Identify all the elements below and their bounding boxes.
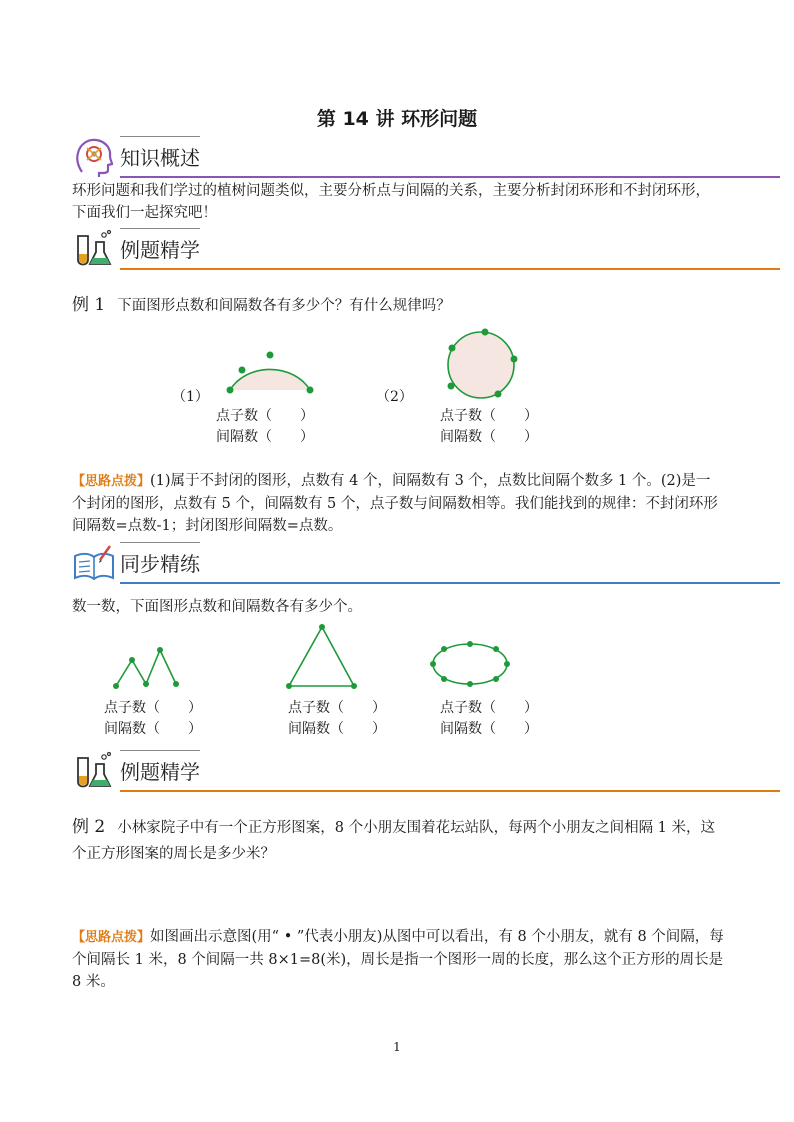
section-title-example: 例题精学 (120, 238, 200, 262)
figure-1-label: （1） (172, 389, 209, 405)
page-title: 第 14 讲 环形问题 (316, 108, 478, 130)
zigzag-points: 点子数（ ） (104, 700, 202, 716)
triangle-points: 点子数（ ） (288, 700, 386, 716)
ellipse-dot (467, 641, 473, 647)
example-1-question (72, 294, 752, 317)
section-rule (120, 176, 780, 178)
arc-dot (307, 387, 314, 394)
circle-dot (511, 356, 518, 363)
ellipse-dot (493, 676, 499, 682)
ellipse-dot (430, 661, 436, 667)
ellipse-dot (441, 646, 447, 652)
ellipse-figure (428, 638, 512, 690)
hint-text: (1)属于不封闭的图形，点数有 4 个，间隔数有 3 个，点数比间隔个数多 1 个。(2)是一个封闭的图形，点数有 5 个，间隔数有 5 个，点子数与间隔数相等。我们能找到的规律：不封闭环形间隔数=点数-1；封闭图形间隔数=点数。 (72, 473, 718, 534)
triangle-intervals: 间隔数（ ） (288, 721, 386, 737)
zigzag-dot (157, 647, 163, 653)
section-title-practice: 同步精练 (120, 552, 200, 576)
hint-text: 如图画出示意图(用“ • ”代表小朋友)从图中可以看出，有 8 个小朋友，就有 8 个间隔，每个间隔长 1 米，8 个间隔一共 8×1=8(米)，周长是指一个图形一周的长度，那么这个正方形的周长是 8 米。 (72, 929, 724, 990)
zigzag-dot (113, 683, 119, 689)
closed-circle-figure (440, 326, 524, 402)
arc-dot (267, 352, 274, 359)
triangle-shape (289, 627, 354, 686)
circle-dot (449, 345, 456, 352)
ellipse-intervals: 间隔数（ ） (440, 721, 538, 737)
section-rule (120, 268, 780, 270)
zigzag-line (116, 650, 176, 686)
figure-1-intervals: 间隔数（ ） (216, 429, 314, 445)
flask-icon (72, 750, 116, 792)
section-header-knowledge (72, 136, 780, 178)
example-1-label: 例 1 (72, 295, 106, 315)
section-header-example-2 (72, 750, 780, 792)
triangle-dot (319, 624, 325, 630)
example-2-text: 小林家院子中有一个正方形图案，8 个小朋友围着花坛站队，每两个小朋友之间相隔 1 米，这个正方形图案的周长是多少米？ (72, 820, 716, 862)
triangle-dot (351, 683, 357, 689)
ellipse-dot (504, 661, 510, 667)
zigzag-figure (110, 644, 186, 692)
circle-dot (448, 383, 455, 390)
ellipse-dot (493, 646, 499, 652)
arc-dot (239, 367, 246, 374)
section-rule (120, 582, 780, 584)
open-arc-figure (220, 346, 320, 396)
example-1-hint (72, 470, 724, 537)
section-header-example-1 (72, 228, 780, 270)
circle-dot (495, 391, 502, 398)
practice-instruction: 数一数，下面图形点数和间隔数各有多少个。 (72, 599, 362, 615)
figure-1-points: 点子数（ ） (216, 408, 314, 424)
example-2-question (72, 814, 726, 867)
zigzag-dot (143, 681, 149, 687)
figure-2-label: （2） (376, 389, 413, 405)
flask-icon (72, 228, 116, 270)
head-brain-icon (72, 136, 116, 178)
zigzag-dot (173, 681, 179, 687)
circle-dot (482, 329, 489, 336)
hint-label: 【思路点拨】 (72, 474, 151, 489)
figure-2-points: 点子数（ ） (440, 408, 538, 424)
zigzag-dot (129, 657, 135, 663)
arc-dot (227, 387, 234, 394)
circle-shape (448, 332, 514, 398)
hint-label: 【思路点拨】 (72, 930, 151, 945)
triangle-figure (284, 622, 360, 692)
section-title-example: 例题精学 (120, 760, 200, 784)
intro-paragraph: 环形问题和我们学过的植树问题类似，主要分析点与间隔的关系，主要分析封闭环形和不封闭环形，下面我们一起探究吧！ (72, 183, 710, 221)
figure-2-intervals: 间隔数（ ） (440, 429, 538, 445)
example-2-label: 例 2 (72, 817, 106, 837)
open-book-icon (72, 542, 116, 584)
section-header-practice (72, 542, 780, 584)
example-2-hint (72, 926, 726, 993)
zigzag-intervals: 间隔数（ ） (104, 721, 202, 737)
ellipse-dot (467, 681, 473, 687)
section-rule (120, 790, 780, 792)
example-1-text: 下面图形点数和间隔数各有多少个？有什么规律吗？ (117, 298, 451, 314)
page-number: 1 (393, 1040, 401, 1054)
ellipse-points: 点子数（ ） (440, 700, 538, 716)
ellipse-dot (441, 676, 447, 682)
section-title-knowledge: 知识概述 (120, 146, 200, 170)
triangle-dot (286, 683, 292, 689)
